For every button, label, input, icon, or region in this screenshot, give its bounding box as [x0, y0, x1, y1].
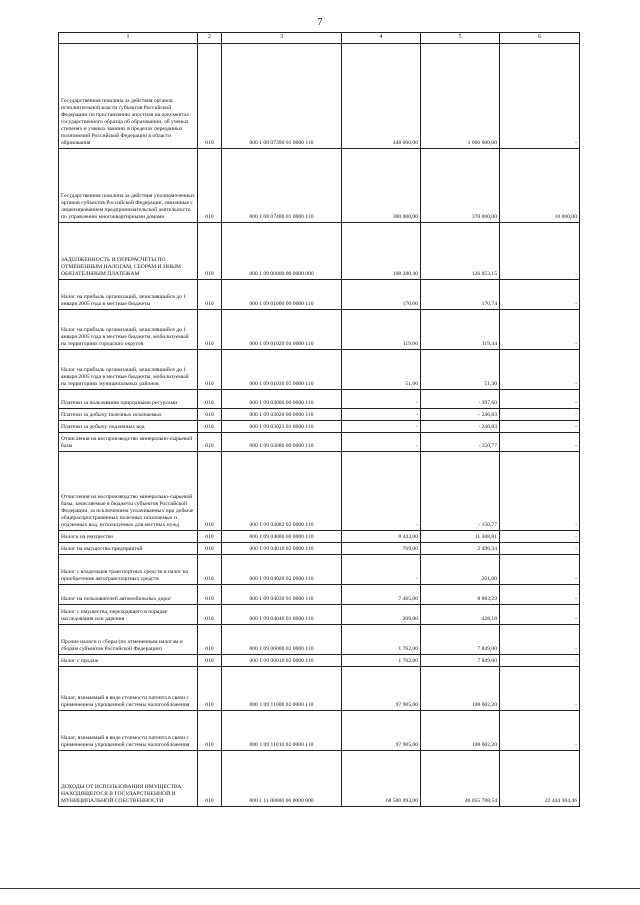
row-code: 010 — [198, 711, 222, 751]
row-col4: 51,00 — [342, 350, 421, 390]
row-kbk: 000 1 09 03080 00 0000 110 — [222, 433, 342, 452]
row-code: 010 — [198, 452, 222, 531]
row-kbk: 000 1 08 07400 01 0000 110 — [222, 149, 342, 223]
row-col6: - — [500, 543, 580, 555]
row-col4: 448 000,00 — [342, 44, 421, 149]
table-row — [59, 421, 580, 433]
row-kbk: 000 1 11 00000 00 0000 000 — [222, 751, 342, 807]
row-col6: - — [500, 421, 580, 433]
row-col4: - — [342, 555, 421, 585]
row-col5: - 246,83 — [421, 409, 500, 421]
row-col5: 119,44 — [421, 310, 500, 350]
row-col5: 11 308,81 — [421, 531, 500, 543]
row-col5: - 150,77 — [421, 433, 500, 452]
row-name: Налог, взимаемый в виде стоимости патента в связи с применением упрощенной системы налогообложения — [59, 711, 198, 751]
row-col6: - — [500, 605, 580, 625]
row-code: 010 — [198, 44, 222, 149]
row-name: Налог на прибыль организаций, зачислявшийся до 1 января 2005 года в местные бюджеты — [59, 280, 198, 310]
header-cell: 1 — [59, 33, 198, 44]
table-row — [59, 625, 580, 655]
row-name: Государственная пошлина за действия уполномоченных органов субъектов Российской Федерации, связанные с лицензированием предпринимательской деятельности по управлению многоквартирными домами — [59, 149, 198, 223]
table-row — [59, 543, 580, 555]
row-name: Платежи за пользование природными ресурсами — [59, 390, 198, 409]
row-name: Государственная пошлина за действия органов исполнительной власти субъектов Российской Федерации по проставлению апостиля на документах государственного образца об образовании, об ученых степенях и ученых званиях в пределах переданных полномочий Российской Федерации в области образования — [59, 44, 198, 149]
row-code: 010 — [198, 555, 222, 585]
row-kbk: 000 1 08 07390 01 0000 110 — [222, 44, 342, 149]
row-name: Прочие налоги и сборы (по отмененным налогам и сборам субъектов Российской Федерации) — [59, 625, 198, 655]
row-col4: 170,00 — [342, 280, 421, 310]
row-col5: - 150,77 — [421, 452, 500, 531]
table-row — [59, 711, 580, 751]
row-col4: 119,00 — [342, 310, 421, 350]
table-row — [59, 280, 580, 310]
row-code: 010 — [198, 409, 222, 421]
row-col5: 108 002,20 — [421, 667, 500, 711]
row-code: 010 — [198, 625, 222, 655]
table-row — [59, 655, 580, 667]
row-col6: - — [500, 310, 580, 350]
table-row — [59, 667, 580, 711]
row-col6: - — [500, 350, 580, 390]
row-kbk: 000 1 09 04010 02 0000 110 — [222, 543, 342, 555]
page-number: 7 — [317, 17, 323, 28]
row-col4: 380 000,00 — [342, 149, 421, 223]
row-code: 010 — [198, 350, 222, 390]
table-row — [59, 390, 580, 409]
row-col4: 769,00 — [342, 543, 421, 555]
row-name: Платежи за добычу подземных вод — [59, 421, 198, 433]
row-kbk: 000 1 09 03000 00 0000 110 — [222, 390, 342, 409]
table-row — [59, 751, 580, 807]
row-col6: - — [500, 223, 580, 280]
row-code: 010 — [198, 433, 222, 452]
row-name: Налог, взимаемый в виде стоимости патента в связи с применением упрощенной системы налогообложения — [59, 667, 198, 711]
row-col4: - — [342, 452, 421, 531]
row-col6: - — [500, 409, 580, 421]
row-code: 010 — [198, 605, 222, 625]
row-col5: 370 000,00 — [421, 149, 500, 223]
table-row — [59, 409, 580, 421]
row-col5: 126 853,15 — [421, 223, 500, 280]
header-cell: 2 — [198, 33, 222, 44]
table-row — [59, 350, 580, 390]
row-col5: 46 055 788,54 — [421, 751, 500, 807]
row-col4: 209,00 — [342, 605, 421, 625]
header-cell: 5 — [421, 33, 500, 44]
row-kbk: 000 1 09 03020 00 0000 110 — [222, 409, 342, 421]
row-col5: 108 002,20 — [421, 711, 500, 751]
header-cell: 3 — [222, 33, 342, 44]
row-name: Платежи за добычу полезных ископаемых — [59, 409, 198, 421]
row-col6: - — [500, 452, 580, 531]
report-table — [58, 32, 580, 807]
row-kbk: 000 1 09 00000 00 0000 000 — [222, 223, 342, 280]
row-col5: 7 849,00 — [421, 655, 500, 667]
row-kbk: 000 1 09 04030 01 0000 110 — [222, 585, 342, 605]
row-code: 010 — [198, 310, 222, 350]
row-col6: - — [500, 44, 580, 149]
table-row — [59, 531, 580, 543]
row-name: Налог на пользователей автомобильных дорог — [59, 585, 198, 605]
row-code: 010 — [198, 531, 222, 543]
row-code: 010 — [198, 543, 222, 555]
row-code: 010 — [198, 585, 222, 605]
row-col6: - — [500, 667, 580, 711]
row-name: Отчисления на воспроизводство минерально-сырьевой базы, зачисляемые в бюджеты субъектов Российской Федерации, за исключением уплачиваемых при добыче общераспространенных полезных ископаемых и подземных вод, используемых для местных нужд — [59, 452, 198, 531]
row-col6: - — [500, 531, 580, 543]
table-row — [59, 433, 580, 452]
row-col4: 1 762,00 — [342, 625, 421, 655]
row-code: 010 — [198, 390, 222, 409]
row-name: Налог с владельцев транспортных средств и налог на приобретение автотранспортных средств — [59, 555, 198, 585]
row-name: ДОХОДЫ ОТ ИСПОЛЬЗОВАНИЯ ИМУЩЕСТВА, НАХОДЯЩЕГОСЯ В ГОСУДАРСТВЕННОЙ И МУНИЦИПАЛЬНОЙ СОБСТВЕННОСТИ — [59, 751, 198, 807]
row-name: Налог на прибыль организаций, зачислявшийся до 1 января 2005 года в местные бюджеты, мобилизуемый на территориях городских округов — [59, 310, 198, 350]
table-row — [59, 310, 580, 350]
row-kbk: 000 1 09 01020 04 0000 110 — [222, 310, 342, 350]
row-kbk: 000 1 09 11000 02 0000 110 — [222, 667, 342, 711]
row-name: ЗАДОЛЖЕННОСТЬ И ПЕРЕРАСЧЕТЫ ПО ОТМЕНЕННЫМ НАЛОГАМ, СБОРАМ И ИНЫМ ОБЯЗАТЕЛЬНЫМ ПЛАТЕЖАМ — [59, 223, 198, 280]
table-row — [59, 605, 580, 625]
row-col4: - — [342, 421, 421, 433]
header-cell: 6 — [500, 33, 580, 44]
row-col5: 51,30 — [421, 350, 500, 390]
row-name: Налог с имущества, переходящего в порядке наследования или дарения — [59, 605, 198, 625]
row-col4: 7 465,00 — [342, 585, 421, 605]
page-bottom-rule — [0, 888, 640, 889]
row-kbk: 000 1 09 01030 05 0000 110 — [222, 350, 342, 390]
row-col6: - — [500, 585, 580, 605]
row-col6: - — [500, 433, 580, 452]
row-col5: 428,18 — [421, 605, 500, 625]
row-col4: 97 905,00 — [342, 711, 421, 751]
row-code: 010 — [198, 421, 222, 433]
row-code: 010 — [198, 667, 222, 711]
row-col4: 1 762,00 — [342, 655, 421, 667]
row-col6: 10 000,00 — [500, 149, 580, 223]
row-col6: 22 444 304,46 — [500, 751, 580, 807]
row-kbk: 000 1 09 11010 02 0000 110 — [222, 711, 342, 751]
row-col4: - — [342, 409, 421, 421]
header-cell: 4 — [342, 33, 421, 44]
row-col4: - — [342, 433, 421, 452]
row-col4: 97 905,00 — [342, 667, 421, 711]
row-kbk: 000 1 09 06000 02 0000 110 — [222, 625, 342, 655]
row-kbk: 000 1 09 04020 02 0000 110 — [222, 555, 342, 585]
row-col6: - — [500, 555, 580, 585]
row-name: Налог с продаж — [59, 655, 198, 667]
row-col6: - — [500, 655, 580, 667]
row-code: 010 — [198, 223, 222, 280]
row-kbk: 000 1 09 03023 01 0000 110 — [222, 421, 342, 433]
row-name: Отчисления на воспроизводство минерально-сырьевой базы — [59, 433, 198, 452]
row-col5: 7 849,00 — [421, 625, 500, 655]
row-col5: 201,00 — [421, 555, 500, 585]
row-kbk: 000 1 09 04040 01 0000 110 — [222, 605, 342, 625]
row-kbk: 000 1 09 06010 02 0000 110 — [222, 655, 342, 667]
row-col4: 68 500 093,00 — [342, 751, 421, 807]
row-name: Налог на прибыль организаций, зачислявшийся до 1 января 2005 года в местные бюджеты, мобилизуемый на территориях муниципальных районов — [59, 350, 198, 390]
row-col4: 108 280,40 — [342, 223, 421, 280]
row-name: Налоги на имущество — [59, 531, 198, 543]
row-code: 010 — [198, 751, 222, 807]
row-col6: - — [500, 625, 580, 655]
table-row — [59, 149, 580, 223]
row-code: 010 — [198, 655, 222, 667]
row-code: 010 — [198, 149, 222, 223]
table-row — [59, 44, 580, 149]
row-kbk: 000 1 09 01000 00 0000 110 — [222, 280, 342, 310]
row-kbk: 000 1 09 04000 00 0000 110 — [222, 531, 342, 543]
table-row — [59, 223, 580, 280]
table-row — [59, 555, 580, 585]
table-row — [59, 585, 580, 605]
row-col5: 8 083,29 — [421, 585, 500, 605]
row-code: 010 — [198, 280, 222, 310]
row-kbk: 000 1 09 03082 02 0000 110 — [222, 452, 342, 531]
row-col6: - — [500, 390, 580, 409]
table-row — [59, 452, 580, 531]
row-col5: 170,74 — [421, 280, 500, 310]
row-name: Налог на имущество предприятий — [59, 543, 198, 555]
row-col5: 1 066 000,00 — [421, 44, 500, 149]
row-col5: - 397,60 — [421, 390, 500, 409]
header-row — [59, 33, 580, 44]
row-col6: - — [500, 711, 580, 751]
row-col5: 2 496,34 — [421, 543, 500, 555]
row-col4: 8 443,00 — [342, 531, 421, 543]
row-col6: - — [500, 280, 580, 310]
row-col4: - — [342, 390, 421, 409]
row-col5: - 246,83 — [421, 421, 500, 433]
